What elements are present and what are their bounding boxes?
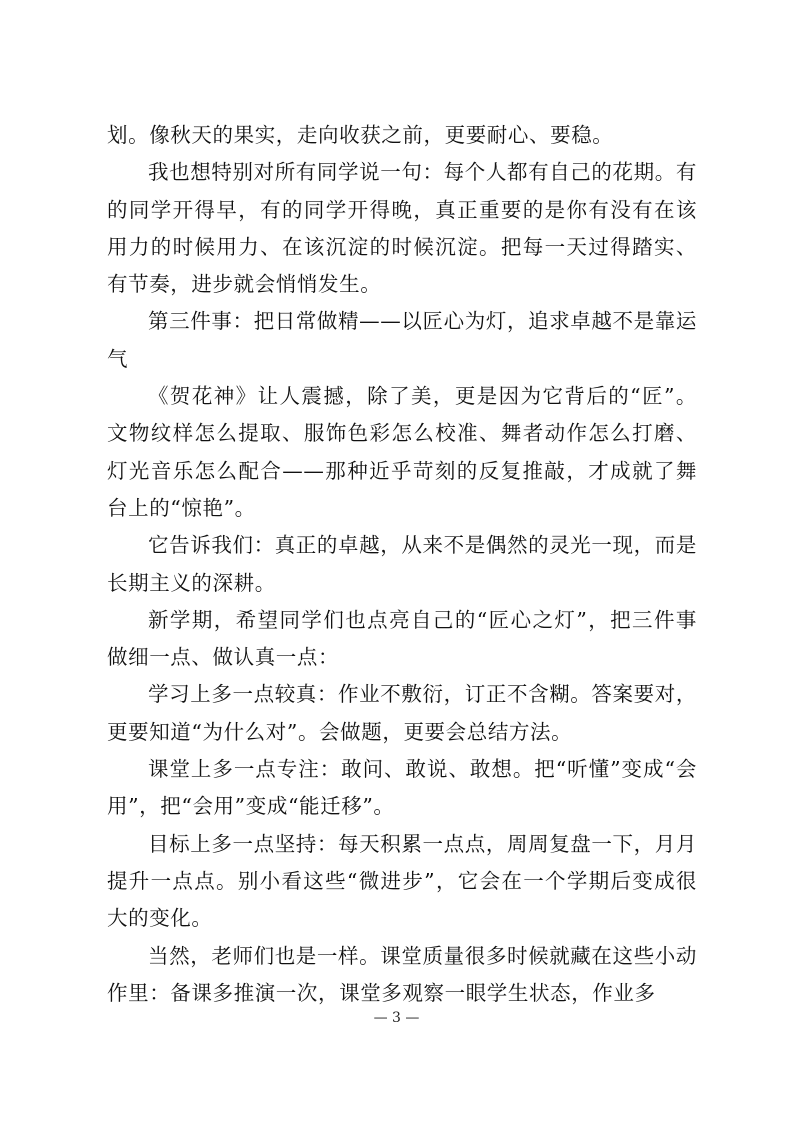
paragraph-2: 我也想特别对所有同学说一句：每个人都有自己的花期。有的同学开得早，有的同学开得晚，真正重要的是你有没有在该用力的时候用力、在该沉淀的时候沉淀。把每一天过得踏实、有节奏，进步就会悄悄发生。 xyxy=(107,160,697,297)
paragraph-7: 学习上多一点较真：作业不敷衍，订正不含糊。答案要对，更要知道“为什么对”。会做题，更要会总结方法。 xyxy=(107,682,697,744)
paragraph-8: 课堂上多一点专注：敢问、敢说、敢想。把“听懂”变成“会用”，把“会用”变成“能迁移”。 xyxy=(107,757,697,819)
body-text xyxy=(107,117,697,1012)
paragraph-4: 《贺花神》让人震撼，除了美，更是因为它背后的“匠”。文物纹样怎么提取、服饰色彩怎么校准、舞者动作怎么打磨、灯光音乐怎么配合——那种近乎苛刻的反复推敲，才成就了舞台上的“惊艳”。 xyxy=(107,384,697,520)
paragraph-1: 划。像秋天的果实，走向收获之前，更要耐心、要稳。 xyxy=(107,123,614,147)
paragraph-6: 新学期，希望同学们也点亮自己的“匠心之灯”，把三件事做细一点、做认真一点： xyxy=(107,607,697,670)
paragraph-9: 目标上多一点坚持：每天积累一点点，周周复盘一下，月月提升一点点。别小看这些“微进步”，它会在一个学期后变成很大的变化。 xyxy=(107,831,697,931)
page-number: — 3 — xyxy=(373,1010,420,1026)
paragraph-10: 当然，老师们也是一样。课堂质量很多时候就藏在这些小动作里：备课多推演一次，课堂多观察一眼学生状态，作业多 xyxy=(107,943,697,1005)
paragraph-5: 它告诉我们：真正的卓越，从来不是偶然的灵光一现，而是长期主义的深耕。 xyxy=(107,533,697,595)
section-heading-third: 第三件事：把日常做精——以匠心为灯，追求卓越不是靠运气 xyxy=(107,309,697,371)
